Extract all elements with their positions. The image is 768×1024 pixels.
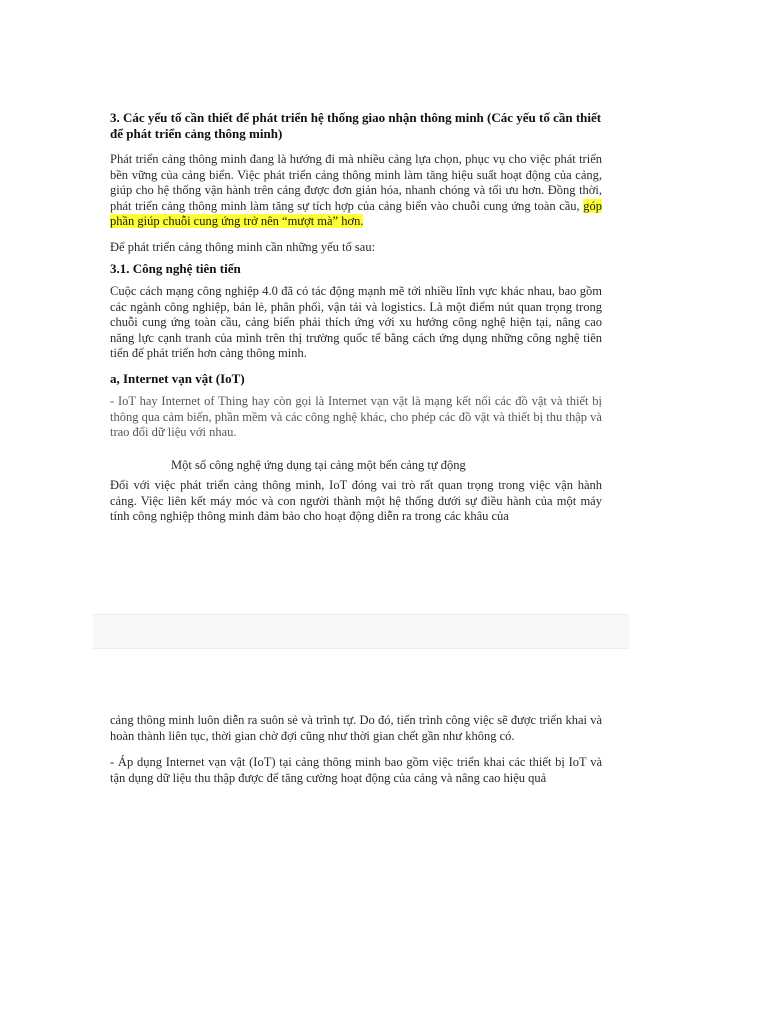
iot-role-paragraph: Đối với việc phát triển cảng thông minh, IoT đóng vai trò rất quan trọng trong việc vận hành cảng. Việc liên kết máy móc và con người thành một hệ thống dưới sự điều hành của một máy tính công nghiệp thông minh đảm bảo cho hoạt động diễn ra trong các khâu của — [110, 478, 602, 523]
technology-paragraph: Cuộc cách mạng công nghiệp 4.0 đã có tác động mạnh mẽ tới nhiều lĩnh vực khác nhau, bao gồm các ngành công nghiệp, bán lẻ, phân phối, vận tải và logistics. Là một điểm nút quan trọng trong chuỗi cung ứng toàn cầu, cảng biển phải thích ứng với xu hướng công nghệ hiện tại, nâng cao năng lực cạnh tranh của mình trên thị trường quốc tế bằng cách ứng dụng những công nghệ tiên tiến để phát triển hơn cảng thông minh. — [110, 284, 602, 360]
subsection-title-iot: a, Internet vạn vật (IoT) — [110, 371, 245, 386]
iot-definition-paragraph: - IoT hay Internet of Thing hay còn gọi là Internet vạn vật là mạng kết nối các đồ vật và thiết bị thông qua cảm biến, phần mềm và các công nghệ khác, cho phép các đồ vật và thiết bị thu thập và trao đổi dữ liệu với nhau. — [110, 394, 602, 439]
continuation-paragraph: cảng thông minh luôn diễn ra suôn sẻ và trình tự. Do đó, tiến trình công việc sẽ được triển khai và hoàn thành liên tục, thời gian chờ đợi cũng như thời gian chết gần như không có. — [110, 713, 602, 743]
highlighted-text: góp phần giúp chuỗi cung ứng trở nên “mượt mà” hơn. — [110, 198, 602, 228]
intro-text: Phát triển cảng thông minh đang là hướng đi mà nhiều cảng lựa chọn, phục vụ cho việc phát triển bền vững của cảng biển. Việc phát triển cảng thông minh làm tăng hiệu suất hoạt động của cảng, giúp cho hệ thống vận hành trên cảng được đơn giản hóa, nhanh chóng và tối ưu hơn. Đồng thời, phát triển cảng thông minh làm tăng sự tích hợp của cảng biển vào chuỗi cung ứng toàn cầu, — [110, 152, 602, 213]
page-separator — [93, 614, 629, 649]
subsection-title-technology: 3.1. Công nghệ tiên tiến — [110, 261, 241, 276]
section-heading: 3. Các yếu tố cần thiết để phát triển hệ thống giao nhận thông minh (Các yếu tố cần thiết để phát triển cảng thông minh) — [110, 110, 602, 141]
figure-caption: Một số công nghệ ứng dụng tại cảng một bến cảng tự động — [171, 458, 466, 472]
intro-paragraph — [110, 152, 602, 230]
iot-application-paragraph: - Áp dụng Internet vạn vật (IoT) tại cảng thông minh bao gồm việc triển khai các thiết bị IoT và tận dụng dữ liệu thu thập được để tăng cường hoạt động của cảng và nâng cao hiệu quả — [110, 755, 602, 785]
requirements-intro: Để phát triển cảng thông minh cần những yếu tố sau: — [110, 240, 376, 254]
